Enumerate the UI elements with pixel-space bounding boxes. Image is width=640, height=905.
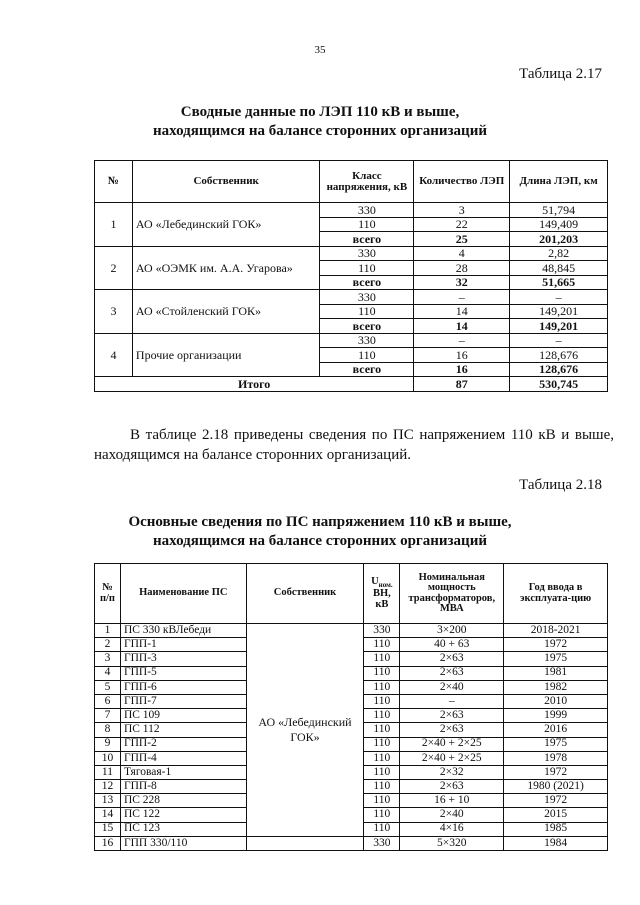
voltage-cell: 110 bbox=[364, 780, 400, 794]
table-row bbox=[95, 333, 608, 348]
row-num: 5 bbox=[95, 680, 121, 694]
substation-name: ГПП-6 bbox=[120, 680, 246, 694]
substation-name: ГПП-7 bbox=[120, 694, 246, 708]
count-cell: 16 bbox=[414, 362, 510, 377]
table-2-18-ref: Таблица 2.18 bbox=[519, 477, 602, 493]
header-name: Наименование ПС bbox=[120, 564, 246, 624]
table-2-18-caption bbox=[0, 513, 640, 551]
total-count: 87 bbox=[414, 377, 510, 392]
row-num: 13 bbox=[95, 794, 121, 808]
voltage-cell: 110 bbox=[320, 304, 414, 319]
caption-line: находящимся на балансе сторонних организаций bbox=[153, 123, 487, 139]
year-cell: 1999 bbox=[504, 709, 608, 723]
voltage-cell: 110 bbox=[364, 822, 400, 836]
length-cell: 149,201 bbox=[510, 319, 608, 334]
count-cell: 32 bbox=[414, 275, 510, 290]
row-num: 7 bbox=[95, 709, 121, 723]
body-paragraph: В таблице 2.18 приведены сведения по ПС напряжением 110 кВ и выше, находящимся на балансе сторонних организаций. bbox=[94, 427, 614, 463]
voltage-cell: 110 bbox=[364, 652, 400, 666]
year-cell: 2015 bbox=[504, 808, 608, 822]
group-num: 1 bbox=[95, 203, 133, 247]
row-num: 10 bbox=[95, 751, 121, 765]
group-owner: Прочие организации bbox=[132, 333, 320, 377]
year-cell: 1972 bbox=[504, 638, 608, 652]
owner-cell: АО «Лебединский ГОК» bbox=[246, 624, 364, 837]
substation-name: ГПП 330/110 bbox=[120, 836, 246, 850]
power-cell: 2×63 bbox=[400, 666, 504, 680]
substation-name: ПС 109 bbox=[120, 709, 246, 723]
total-length: 530,745 bbox=[510, 377, 608, 392]
caption-line: находящимся на балансе сторонних организаций bbox=[153, 533, 487, 549]
group-owner: АО «Лебединский ГОК» bbox=[132, 203, 320, 247]
voltage-cell: 110 bbox=[364, 666, 400, 680]
length-cell: 51,794 bbox=[510, 203, 608, 218]
power-cell: 2×63 bbox=[400, 709, 504, 723]
length-cell: – bbox=[510, 290, 608, 305]
header-count: Количество ЛЭП bbox=[414, 161, 510, 203]
row-num: 2 bbox=[95, 638, 121, 652]
voltage-cell: 110 bbox=[364, 694, 400, 708]
power-cell: 4×16 bbox=[400, 822, 504, 836]
power-cell: 2×63 bbox=[400, 723, 504, 737]
row-num: 12 bbox=[95, 780, 121, 794]
table-row bbox=[95, 246, 608, 261]
voltage-cell: 110 bbox=[364, 737, 400, 751]
power-cell: 2×40 + 2×25 bbox=[400, 751, 504, 765]
count-cell: – bbox=[414, 290, 510, 305]
power-cell: 2×40 bbox=[400, 808, 504, 822]
count-cell: 14 bbox=[414, 304, 510, 319]
substation-name: Тяговая-1 bbox=[120, 765, 246, 779]
count-cell: 4 bbox=[414, 246, 510, 261]
count-cell: 22 bbox=[414, 217, 510, 232]
voltage-cell: 330 bbox=[320, 290, 414, 305]
group-num: 3 bbox=[95, 290, 133, 334]
voltage-cell: всего bbox=[320, 319, 414, 334]
voltage-cell: 330 bbox=[320, 333, 414, 348]
row-num: 11 bbox=[95, 765, 121, 779]
row-num: 3 bbox=[95, 652, 121, 666]
header-owner: Собственник bbox=[132, 161, 320, 203]
voltage-cell: 110 bbox=[320, 217, 414, 232]
substation-name: ГПП-4 bbox=[120, 751, 246, 765]
caption-line: Сводные данные по ЛЭП 110 кВ и выше, bbox=[180, 104, 460, 120]
count-cell: – bbox=[414, 333, 510, 348]
year-cell: 1982 bbox=[504, 680, 608, 694]
power-cell: 2×40 bbox=[400, 680, 504, 694]
voltage-cell: 330 bbox=[364, 836, 400, 850]
count-cell: 16 bbox=[414, 348, 510, 363]
voltage-symbol: U bbox=[371, 575, 379, 587]
row-num: 9 bbox=[95, 737, 121, 751]
length-cell: – bbox=[510, 333, 608, 348]
voltage-cell: 330 bbox=[320, 203, 414, 218]
substation-name: ПС 112 bbox=[120, 723, 246, 737]
year-cell: 2010 bbox=[504, 694, 608, 708]
row-num: 8 bbox=[95, 723, 121, 737]
substation-name: ГПП-2 bbox=[120, 737, 246, 751]
voltage-cell: 110 bbox=[320, 348, 414, 363]
power-cell: 16 + 10 bbox=[400, 794, 504, 808]
substation-table bbox=[94, 563, 608, 851]
power-cell: 2×63 bbox=[400, 652, 504, 666]
voltage-cell: 110 bbox=[364, 808, 400, 822]
year-cell: 1985 bbox=[504, 822, 608, 836]
caption-line: Основные сведения по ПС напряжением 110 кВ и выше, bbox=[128, 514, 512, 530]
row-num: 6 bbox=[95, 694, 121, 708]
voltage-cell: 110 bbox=[364, 751, 400, 765]
total-row bbox=[95, 377, 608, 392]
header-voltage: Класс напряжения, кВ bbox=[320, 161, 414, 203]
length-cell: 201,203 bbox=[510, 232, 608, 247]
voltage-cell: всего bbox=[320, 275, 414, 290]
count-cell: 28 bbox=[414, 261, 510, 276]
voltage-cell: 330 bbox=[364, 624, 400, 638]
voltage-cell: 110 bbox=[364, 709, 400, 723]
header-length: Длина ЛЭП, км bbox=[510, 161, 608, 203]
substation-name: ПС 228 bbox=[120, 794, 246, 808]
voltage-cell: 110 bbox=[364, 680, 400, 694]
substation-name: ГПП-8 bbox=[120, 780, 246, 794]
substation-name: ПС 122 bbox=[120, 808, 246, 822]
voltage-unit: ВН, кВ bbox=[372, 588, 391, 610]
year-cell: 1984 bbox=[504, 836, 608, 850]
table-row bbox=[95, 203, 608, 218]
power-cell: 2×32 bbox=[400, 765, 504, 779]
voltage-cell: 110 bbox=[364, 765, 400, 779]
header-num: № bbox=[95, 161, 133, 203]
substation-table-body bbox=[95, 624, 608, 851]
group-owner: АО «ОЭМК им. А.А. Угарова» bbox=[132, 246, 320, 290]
voltage-subscript: ном. bbox=[378, 581, 393, 590]
table-row bbox=[95, 836, 608, 850]
header-power: Номинальная мощность трансформаторов, МВА bbox=[400, 564, 504, 624]
group-num: 2 bbox=[95, 246, 133, 290]
voltage-cell: всего bbox=[320, 232, 414, 247]
power-cell: 2×63 bbox=[400, 780, 504, 794]
length-cell: 128,676 bbox=[510, 362, 608, 377]
header-owner: Собственник bbox=[246, 564, 364, 624]
row-num: 1 bbox=[95, 624, 121, 638]
year-cell: 1980 (2021) bbox=[504, 780, 608, 794]
year-cell: 2016 bbox=[504, 723, 608, 737]
year-cell: 2018-2021 bbox=[504, 624, 608, 638]
voltage-cell: 110 bbox=[320, 261, 414, 276]
year-cell: 1978 bbox=[504, 751, 608, 765]
group-num: 4 bbox=[95, 333, 133, 377]
row-num: 14 bbox=[95, 808, 121, 822]
substation-name: ПС 123 bbox=[120, 822, 246, 836]
row-num: 15 bbox=[95, 822, 121, 836]
substation-name: ПС 330 кВЛебеди bbox=[120, 624, 246, 638]
substation-name: ГПП-1 bbox=[120, 638, 246, 652]
table-row bbox=[95, 624, 608, 638]
power-cell: 40 + 63 bbox=[400, 638, 504, 652]
count-cell: 3 bbox=[414, 203, 510, 218]
year-cell: 1981 bbox=[504, 666, 608, 680]
power-cell: 5×320 bbox=[400, 836, 504, 850]
voltage-cell: всего bbox=[320, 362, 414, 377]
lep-summary-table bbox=[94, 160, 608, 392]
group-owner: АО «Стойленский ГОК» bbox=[132, 290, 320, 334]
count-cell: 14 bbox=[414, 319, 510, 334]
total-label: Итого bbox=[95, 377, 414, 392]
power-cell: 3×200 bbox=[400, 624, 504, 638]
length-cell: 149,201 bbox=[510, 304, 608, 319]
length-cell: 2,82 bbox=[510, 246, 608, 261]
owner-cell-empty bbox=[246, 836, 364, 850]
year-cell: 1972 bbox=[504, 765, 608, 779]
count-cell: 25 bbox=[414, 232, 510, 247]
length-cell: 128,676 bbox=[510, 348, 608, 363]
length-cell: 51,665 bbox=[510, 275, 608, 290]
substation-name: ГПП-3 bbox=[120, 652, 246, 666]
voltage-cell: 110 bbox=[364, 723, 400, 737]
substation-name: ГПП-5 bbox=[120, 666, 246, 680]
table-2-17-caption bbox=[0, 103, 640, 141]
power-cell: 2×40 + 2×25 bbox=[400, 737, 504, 751]
lep-table-body bbox=[95, 203, 608, 392]
length-cell: 149,409 bbox=[510, 217, 608, 232]
year-cell: 1972 bbox=[504, 794, 608, 808]
voltage-cell: 110 bbox=[364, 638, 400, 652]
power-cell: – bbox=[400, 694, 504, 708]
page-number: 35 bbox=[314, 44, 326, 56]
row-num: 4 bbox=[95, 666, 121, 680]
header-year: Год ввода в эксплуата-цию bbox=[504, 564, 608, 624]
row-num: 16 bbox=[95, 836, 121, 850]
year-cell: 1975 bbox=[504, 737, 608, 751]
header-num: № п/п bbox=[95, 564, 121, 624]
voltage-cell: 330 bbox=[320, 246, 414, 261]
table-2-17-ref: Таблица 2.17 bbox=[519, 66, 602, 82]
table-row bbox=[95, 290, 608, 305]
year-cell: 1975 bbox=[504, 652, 608, 666]
length-cell: 48,845 bbox=[510, 261, 608, 276]
voltage-cell: 110 bbox=[364, 794, 400, 808]
header-voltage bbox=[364, 564, 400, 624]
